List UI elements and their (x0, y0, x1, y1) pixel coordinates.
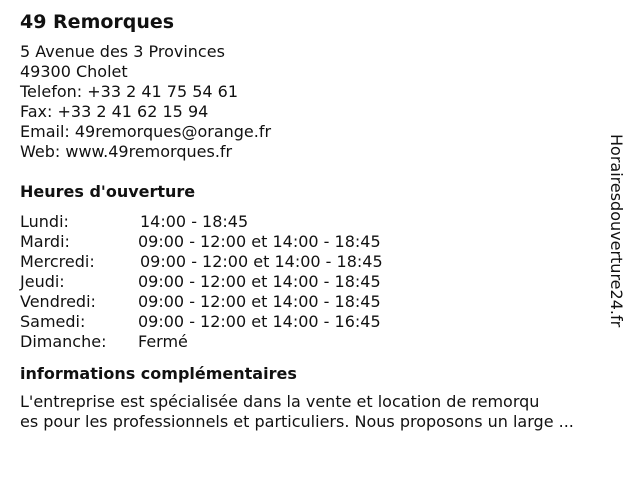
hours-day: Mercredi: (20, 252, 95, 271)
hours-time: 09:00 - 12:00 et 14:00 - 18:45 (138, 232, 381, 251)
email-line: Email: 49remorques@orange.fr (20, 122, 272, 141)
address-line-2: 49300 Cholet (20, 62, 128, 81)
description-line-1: L'entreprise est spécialisée dans la vente et location de remorqu (20, 392, 540, 411)
phone-line: Telefon: +33 2 41 75 54 61 (20, 82, 239, 101)
hours-table (20, 212, 620, 352)
web-line: Web: www.49remorques.fr (20, 142, 233, 161)
hours-day: Jeudi: (20, 272, 65, 291)
description (20, 392, 625, 432)
hours-row (20, 232, 620, 252)
hours-day: Vendredi: (20, 292, 96, 311)
hours-row (20, 292, 620, 312)
hours-row (20, 312, 620, 332)
hours-time: 14:00 - 18:45 (140, 212, 249, 231)
business-name: 49 Remorques (20, 11, 175, 33)
fax-line: Fax: +33 2 41 62 15 94 (20, 102, 209, 121)
hours-row (20, 272, 620, 292)
hours-day: Mardi: (20, 232, 70, 251)
hours-time: Fermé (138, 332, 188, 351)
info-title: informations complémentaires (20, 364, 297, 383)
address-line-1: 5 Avenue des 3 Provinces (20, 42, 225, 61)
hours-time: 09:00 - 12:00 et 14:00 - 18:45 (138, 292, 381, 311)
hours-time: 09:00 - 12:00 et 14:00 - 16:45 (138, 312, 381, 331)
hours-row (20, 212, 620, 232)
brand-watermark: Horairesdouverture24.fr (607, 134, 626, 328)
hours-day: Samedi: (20, 312, 86, 331)
hours-time: 09:00 - 12:00 et 14:00 - 18:45 (140, 252, 383, 271)
hours-title: Heures d'ouverture (20, 182, 196, 201)
business-card (20, 8, 620, 432)
hours-time: 09:00 - 12:00 et 14:00 - 18:45 (138, 272, 381, 291)
hours-row (20, 252, 620, 272)
description-line-2: es pour les professionnels et particuliers. Nous proposons un large ... (20, 412, 574, 431)
hours-day: Dimanche: (20, 332, 107, 351)
hours-row (20, 332, 620, 352)
hours-day: Lundi: (20, 212, 69, 231)
